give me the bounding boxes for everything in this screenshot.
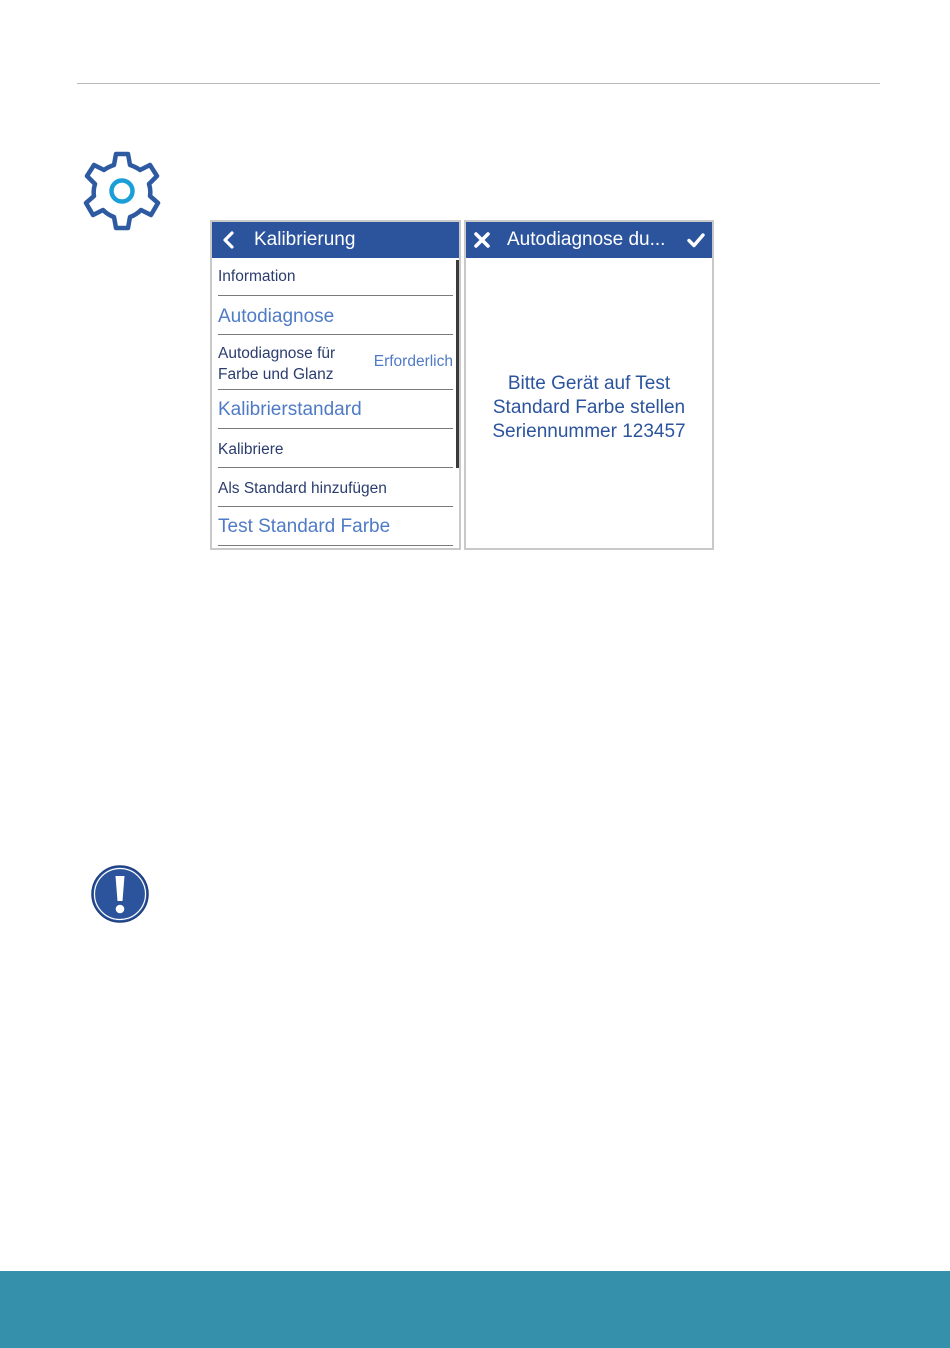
instruction-message: Bitte Gerät auf Test Standard Farbe stellen Seriennummer 123457 [492,373,686,442]
menu-section-autodiagnose [218,296,453,335]
calibration-title-bar [212,222,459,258]
section-label: Test Standard Farbe [218,516,391,537]
chevron-left-icon[interactable] [219,230,239,250]
menu-section-kalibrierstandard [218,390,453,429]
menu-item-label: Als Standard hinzufügen [218,480,387,497]
footer-bar [0,1271,950,1348]
autodiagnose-screen [464,220,714,550]
close-icon[interactable] [472,230,492,250]
menu-item-kalibriere[interactable] [218,429,453,468]
calibration-screen [210,220,461,550]
menu-item-label: Autodiagnose für Farbe und Glanz [218,345,336,383]
status-value: Erforderlich [373,353,453,370]
menu-item-als-standard-hinzufuegen[interactable] [218,468,453,507]
menu-item-information[interactable] [218,258,453,296]
section-label: Autodiagnose [218,306,335,327]
menu-section-test-standard-farbe [218,507,453,546]
gear-icon [80,148,164,236]
menu-item-label: Information [218,268,296,285]
top-divider [77,83,880,84]
autodiagnose-title: Autodiagnose du... [507,229,666,250]
calibration-menu [212,258,459,546]
scrollbar[interactable] [456,260,459,468]
check-icon[interactable] [686,230,706,250]
autodiagnose-title-bar [466,222,712,258]
calibration-title: Kalibrierung [254,229,356,250]
menu-item-label: Kalibriere [218,441,284,458]
menu-item-autodiagnose-farbe-glanz[interactable] [218,335,453,390]
section-label: Kalibrierstandard [218,399,362,420]
exclamation-icon [90,864,150,924]
